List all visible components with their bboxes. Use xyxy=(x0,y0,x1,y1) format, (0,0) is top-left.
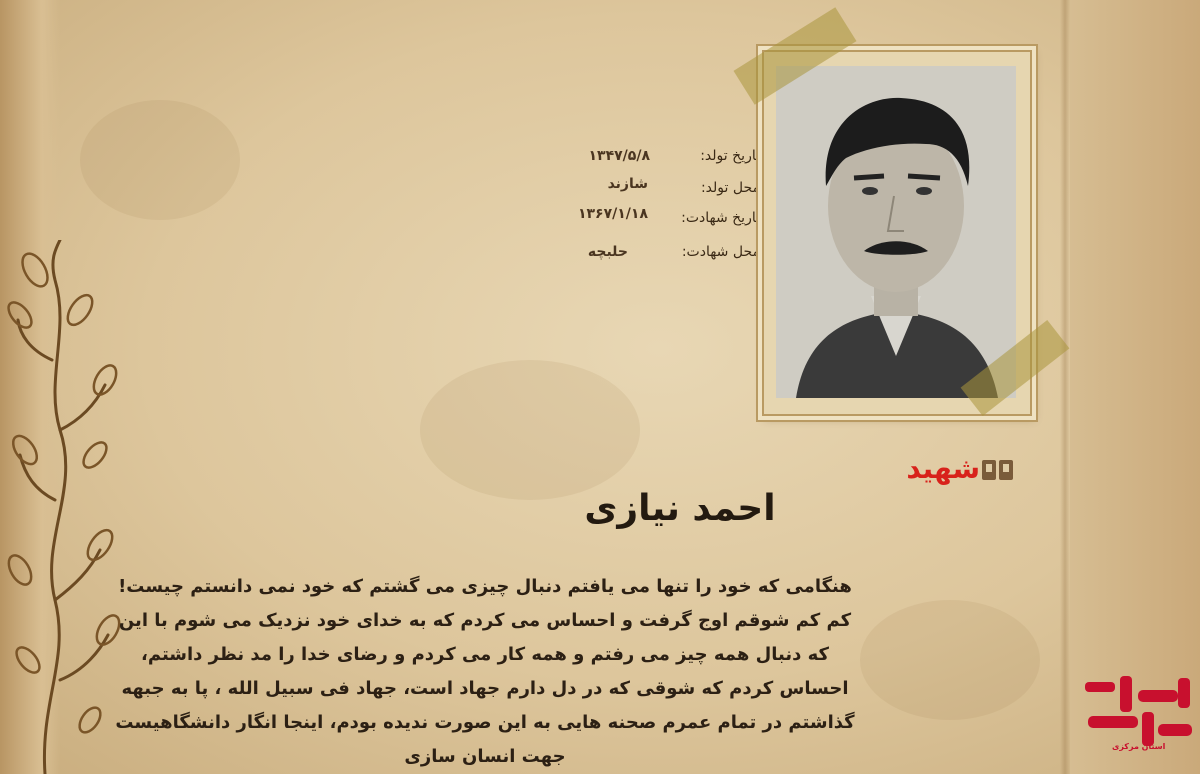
martyrdom-date-value: ۱۳۶۷/۱/۱۸ xyxy=(577,206,648,222)
profile-info xyxy=(560,148,760,278)
birth-date-label: تاریخ تولد: xyxy=(700,148,760,164)
portrait-illustration xyxy=(776,66,1016,398)
logo-subtitle: استان مرکزی xyxy=(1112,742,1166,751)
quote-mark-icon xyxy=(982,458,1014,482)
martyr-name: احمد نیازی xyxy=(584,488,776,529)
portrait-frame xyxy=(762,50,1032,416)
birth-date-value: ۱۳۴۷/۵/۸ xyxy=(588,148,650,164)
paper-stain xyxy=(420,360,640,500)
birth-place-label: محل تولد: xyxy=(700,180,760,196)
martyrdom-date-label: تاریخ شهادت: xyxy=(681,210,760,226)
martyr-quote: هنگامی که خود را تنها می یافتم دنبال چیزی می گشتم که خود نمی دانستم چیست! کم کم شوقم اوج گرفت و احساس می کردم که به خدای خود نزدیک می شوم با این که دنبال همه چیز می رفتم و همه کار می کردم و رضای خدا را مد نظر داشتم، احساس کردم که شوقی که در دل دارم جهاد است، جهاد فی سبیل الله ، پا به جبهه گذاشتم در تمام عمرم صحنه هایی به این صورت ندیده بودم، اینجا انگار دانشگاهیست جهت انسان سازی xyxy=(115,576,855,767)
birth-place-value: شازند xyxy=(607,176,648,192)
portrait-photo xyxy=(776,66,1016,398)
paper-stain xyxy=(80,100,240,220)
martyrdom-place-value: حلبچه xyxy=(587,244,628,260)
martyrdom-place-label: محل شهادت: xyxy=(681,244,760,260)
martyr-title: شهید xyxy=(906,452,980,485)
book-spine xyxy=(1060,0,1070,774)
book-right-page xyxy=(1070,0,1200,774)
paper-stain xyxy=(860,600,1040,720)
martyr-heading xyxy=(880,452,1020,486)
